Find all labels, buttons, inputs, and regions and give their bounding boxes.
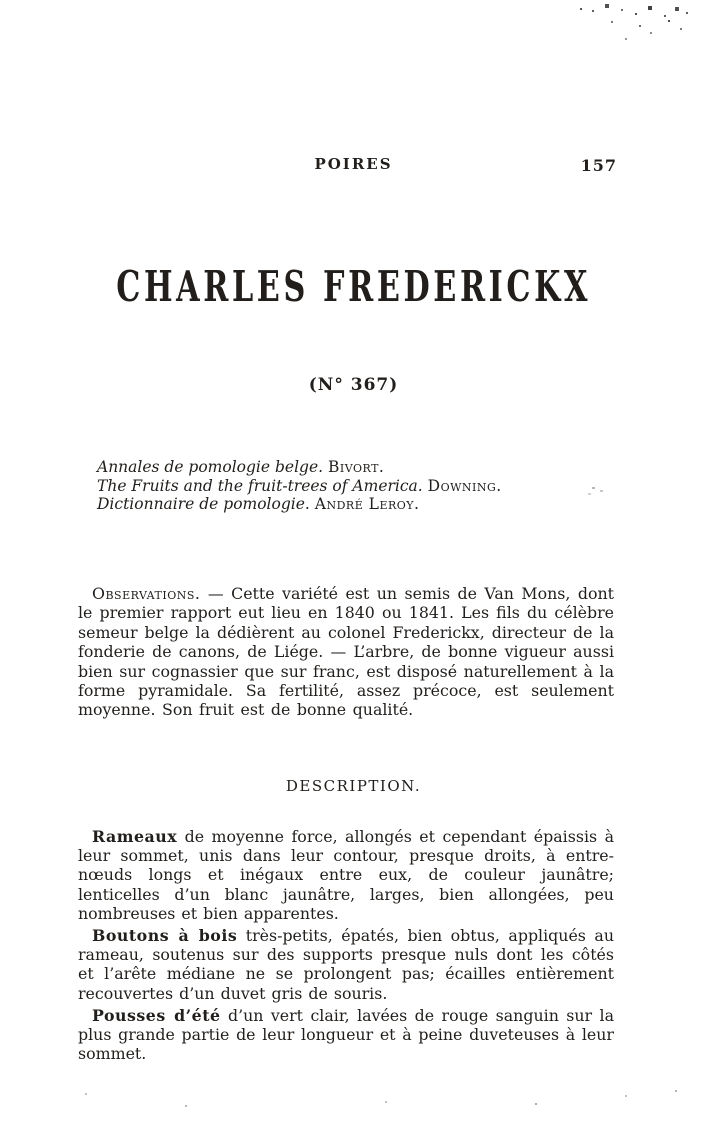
description-body [78, 827, 614, 1066]
scan-noise-bottom [85, 1093, 87, 1095]
scan-noise-top [580, 8, 582, 10]
observations-text: — Cette variété est un semis de Van Mons, dont le premier rapport eut lieu en 1840 ou 1841. Les fils du célèbre semeur belge la dédièrent au colonel Frederickx, directeur de la fonderie de canons, de Liége. — L’arbre, de bonne vigueur aussi bien sur cognassier que sur franc, est disposé naturellement à la forme pyramidale. Sa fertilité, assez précoce, est seulement moyenne. Son fruit est de bonne qualité. [78, 584, 614, 720]
bibliography-author: André Leroy. [314, 495, 420, 514]
bibliography-work-title: Annales de pomologie belge. [97, 458, 324, 476]
bibliography-entry [97, 458, 502, 477]
variety-title [0, 262, 707, 311]
paragraph-pousses-dete [78, 1006, 614, 1064]
paragraph-rameaux [78, 827, 614, 923]
bibliography-author: Downing. [427, 476, 502, 495]
page-number: 157 [580, 156, 617, 175]
paragraph-boutons-a-bois [78, 926, 614, 1003]
paragraph-lead: Rameaux [92, 827, 178, 846]
bibliography-entry [97, 495, 502, 514]
paragraph-lead: Pousses d’été [92, 1005, 221, 1025]
paragraph-text: de moyenne force, allongés et cependant épaissis à leur sommet, unis dans leur contour, presque droits, à entre-nœuds longs et inégaux entre eux, de couleur jaunâtre; lenticelles d’un blanc jaunâtre, larges, bien allongées, peu nombreuses et bien apparentes. [78, 827, 614, 923]
scan-noise-mid [592, 487, 595, 489]
bibliography-list [97, 458, 502, 514]
variety-title-text: CHARLES FREDERICKX [116, 262, 591, 311]
running-header-title: POIRES [314, 155, 393, 173]
observations-paragraph [78, 584, 614, 720]
paragraph-lead: Boutons à bois [92, 926, 238, 946]
paragraph-text: très-petits, épatés, bien obtus, appliqués au rameau, soutenus sur des supports presque nuls dont les côtés et l’arête médiane ne se prolongent pas; écailles entièrement recouvertes d’un duvet gris de souris. [78, 926, 614, 1003]
bibliography-entry [97, 477, 502, 496]
variety-number: (N° 367) [308, 375, 399, 395]
bibliography-author: Bivort. [328, 458, 385, 476]
paragraph-text: d’un vert clair, lavées de rouge sanguin sur la plus grande partie de leur longueur et à peine duveteuses à leur sommet. [78, 1005, 614, 1064]
description-heading: DESCRIPTION. [285, 777, 422, 795]
bibliography-work-title: The Fruits and the fruit-trees of America. [97, 476, 423, 495]
observations-lead: Observations. [92, 584, 201, 603]
bibliography-work-title: Dictionnaire de pomologie. [97, 495, 310, 514]
